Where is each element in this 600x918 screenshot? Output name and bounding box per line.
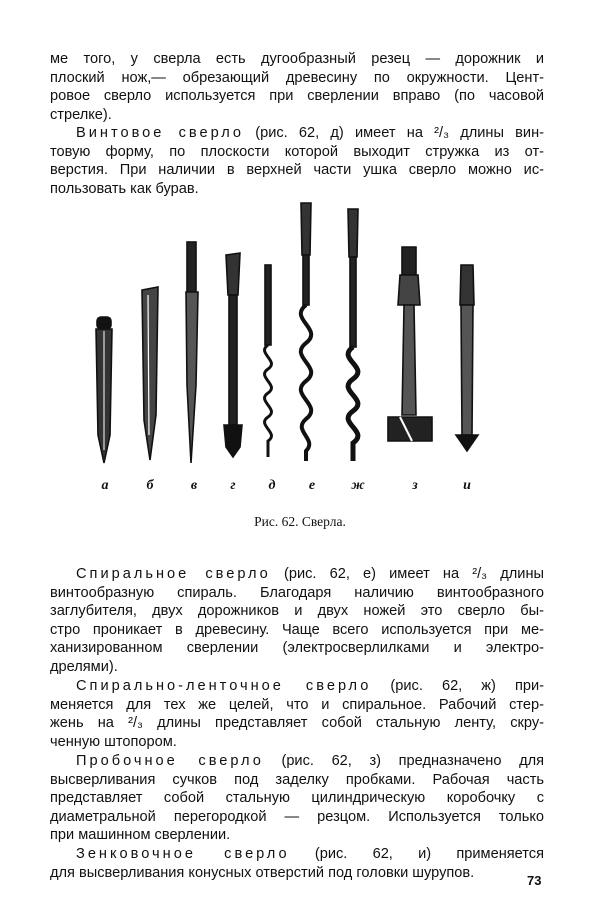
text-line: для высверливания конусных отверстий под головки шурупов. [50, 864, 475, 881]
text-line [50, 752, 544, 771]
paragraph-screw-bit [50, 124, 544, 198]
figure-label-i: и [463, 478, 471, 493]
text-line: ме того, у сверла есть дугообразный резец — дорожник и [50, 51, 544, 67]
figure-label-e: е [308, 478, 316, 493]
text-line [50, 124, 544, 143]
text-line: ханизированном сверлении (электросверлилками и электро- [50, 640, 544, 657]
paragraph-spiral-ribbon-bit [50, 677, 544, 751]
drill-bit-v [186, 242, 198, 463]
drill-bit-b [142, 287, 158, 460]
text-line: товую форму, по плоскости которой выходит стружка из от- [50, 143, 544, 160]
figure-label-v: в [190, 478, 198, 493]
text-line: пользовать как бурав. [50, 180, 199, 197]
drill-bit-i [456, 265, 478, 451]
figure-label-d: д [268, 478, 276, 493]
drill-bit-e [301, 203, 311, 461]
text-line [50, 565, 544, 584]
paragraph-plug-cutter [50, 752, 544, 845]
term-spiral-bit: Спиральное сверло [76, 566, 271, 582]
figure-label-g: г [230, 478, 236, 493]
figure-label-b: б [146, 478, 154, 493]
text-line: диаметральной перегородкой — резцом. Используется только [50, 808, 544, 825]
text-line: винтообразную спираль. Благодаря наличию винтообразного [50, 584, 544, 601]
paragraph-countersink-bit [50, 845, 544, 882]
paragraph-center-bit-end [50, 50, 544, 124]
term-screw-bit: Винтовое сверло [76, 125, 245, 141]
text-line: представляет собой стальную цилиндрическую коробочку с [50, 790, 544, 807]
figure-caption: Рис. 62. Сверла. [254, 514, 346, 529]
text-line: высверливания сучков под заделку пробками. Рабочая часть [50, 771, 544, 788]
drill-bit-d [265, 265, 272, 457]
term-plug-cutter: Пробочное сверло [76, 753, 264, 769]
text-line [50, 845, 544, 864]
page-number: 73 [527, 873, 542, 888]
figure-label-zh: ж [351, 478, 365, 493]
text-line [50, 677, 544, 696]
drill-bit-a [96, 317, 112, 463]
text-line: дрелями). [50, 658, 118, 675]
text-line: при машинном сверлении. [50, 827, 231, 844]
paragraph-spiral-bit [50, 565, 544, 677]
text-fragment: (рис. 62, д) имеет на ²/₃ длины вин- [244, 125, 544, 141]
text-fragment: (рис. 62, и) применяется [289, 846, 545, 862]
text-fragment: (рис. 62, е) имеет на ²/₃ длины [270, 566, 544, 582]
text-line: стрелке). [50, 106, 112, 123]
text-fragment: (рис. 62, з) предназначено для [263, 753, 545, 769]
figure-label-z: з [412, 478, 418, 493]
term-countersink-bit: Зенковочное сверло [76, 846, 290, 862]
figure-62-drill-bits [60, 195, 540, 500]
text-line: меняется для тех же целей, что и спиральное. Рабочий стер- [50, 696, 544, 713]
text-line: ченную штопором. [50, 733, 177, 750]
drill-bit-g [224, 253, 242, 457]
text-fragment: (рис. 62, ж) при- [371, 678, 544, 694]
text-line: ровое сверло используется при сверлении вправо (по часовой [50, 88, 544, 105]
text-line: заглубителя, двух дорожников и двух ножей это сверло бы- [50, 603, 544, 620]
term-spiral-ribbon-bit: Спирально-ленточное сверло [76, 678, 372, 694]
drill-bit-z [388, 247, 432, 441]
text-line: верстия. При наличии в верхней части ушка сверло можно ис- [50, 162, 544, 179]
text-line: стро проникает в древесину. Чаще всего используется при ме- [50, 621, 544, 638]
text-line: плоский нож,— обрезающий древесину по окружности. Цент- [50, 69, 544, 86]
figure-label-a: а [101, 478, 109, 493]
drill-bit-zh [348, 209, 358, 461]
text-line: жень на ²/₃ длины представляет собой стальную ленту, скру- [50, 715, 544, 732]
